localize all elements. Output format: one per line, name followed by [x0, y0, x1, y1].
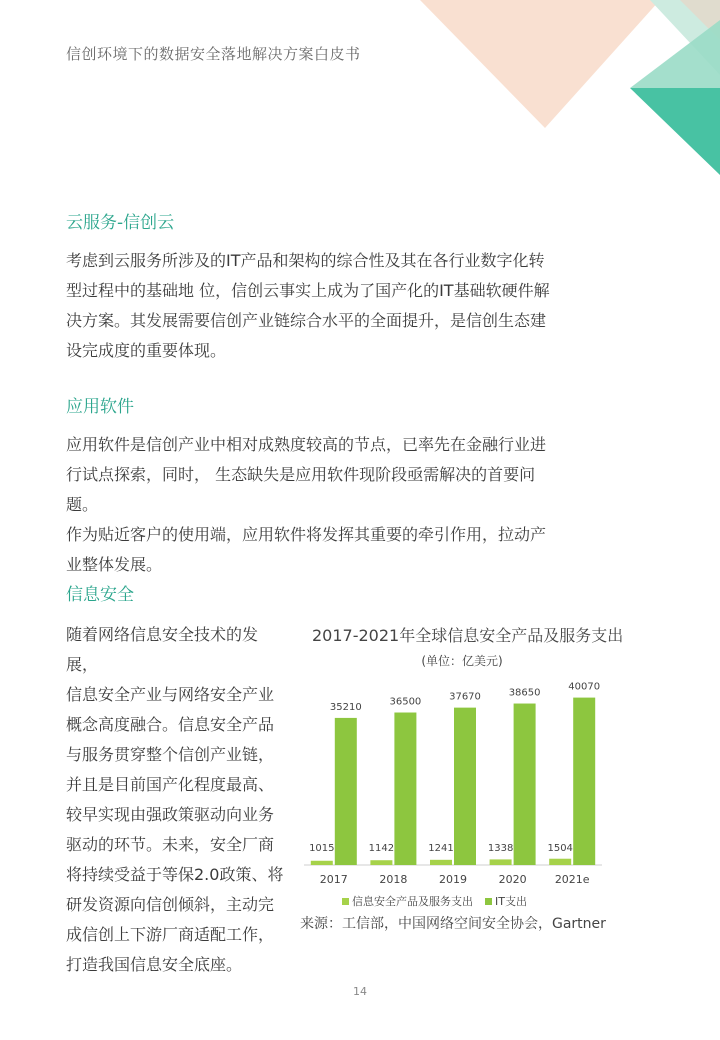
legend-item-it — [485, 893, 527, 909]
paragraph-cloud — [66, 246, 566, 366]
text-line: 应用软件是信创产业中相对成熟度较高的节点，已率先在金融行业进 — [66, 435, 547, 454]
x-tick-label: 2020 — [498, 873, 527, 886]
chart-plot — [290, 615, 630, 890]
text-line: 型过程中的基础地 位，信创云事实上成为了国产化的IT基础软硬件解 — [66, 281, 550, 300]
page-number: 14 — [353, 985, 367, 998]
section-heading-app-software: 应用软件 — [66, 397, 134, 417]
text-line: 业整体发展。 — [66, 555, 163, 574]
text-line: 设完成度的重要体现。 — [66, 341, 227, 360]
bar-security-spend — [370, 860, 392, 865]
data-label: 1338 — [487, 843, 514, 854]
legend-label: IT支出 — [495, 895, 527, 908]
chart-source: 来源：工信部，中国网络空间安全协会，Gartner — [300, 916, 606, 932]
bar-security-spend — [549, 859, 571, 865]
chart-legend — [342, 893, 527, 909]
data-label: 36500 — [389, 696, 422, 708]
text-line: 打造我国信息安全底座。 — [66, 955, 243, 974]
text-line: 驱动的环节。未来，安全厂商 — [66, 835, 275, 854]
text-line: 作为贴近客户的使用端，应用软件将发挥其重要的牵引作用，拉动产 — [66, 525, 547, 544]
legend-swatch — [485, 898, 492, 905]
bar-it-spend — [394, 713, 416, 865]
legend-item-security — [342, 893, 473, 909]
chart-unit: (单位：亿美元) — [421, 654, 503, 668]
corner-decoration — [0, 0, 720, 200]
bar-it-spend — [514, 704, 536, 865]
text-line: 考虑到云服务所涉及的IT产品和架构的综合性及其在各行业数字化转 — [66, 251, 545, 270]
bar-it-spend — [335, 718, 357, 865]
data-label: 40070 — [568, 681, 601, 693]
section-heading-cloud: 云服务-信创云 — [66, 213, 175, 233]
text-line: 随着网络信息安全技术的发展， — [66, 625, 259, 674]
text-line: 行试点探索，同时， 生态缺失是应用软件现阶段亟需解决的首要问题。 — [66, 465, 536, 514]
bar-security-spend — [430, 860, 452, 865]
section-heading-info-security: 信息安全 — [66, 585, 134, 605]
x-tick-label: 2021e — [554, 873, 590, 886]
data-label: 37670 — [449, 691, 481, 703]
bar-security-spend — [311, 861, 333, 865]
text-line: 研发资源向信创倾斜，主动完 — [66, 895, 275, 914]
bar-it-spend — [454, 708, 476, 865]
bar-security-spend — [490, 859, 512, 865]
spending-chart — [290, 615, 630, 935]
text-line: 信息安全产业与网络安全产业 — [66, 685, 275, 704]
data-label: 38650 — [508, 687, 541, 699]
text-line: 与服务贯穿整个信创产业链， — [66, 745, 275, 764]
chart-title: 2017-2021年全球信息安全产品及服务支出 — [312, 626, 624, 645]
paragraph-info-security — [66, 620, 286, 980]
text-line: 成信创上下游厂商适配工作， — [66, 925, 275, 944]
x-tick-label: 2017 — [319, 873, 348, 886]
bar-it-spend — [573, 698, 595, 865]
paragraph-app-software — [66, 430, 566, 580]
data-label: 1504 — [547, 843, 573, 854]
data-label: 1241 — [428, 843, 454, 854]
legend-label: 信息安全产品及服务支出 — [352, 895, 473, 908]
text-line: 概念高度融合。信息安全产品 — [66, 715, 275, 734]
x-tick-label: 2019 — [439, 873, 467, 886]
legend-swatch — [342, 898, 349, 905]
text-line: 较早实现由强政策驱动向业务 — [66, 805, 275, 824]
text-line: 并且是目前国产化程度最高、 — [66, 775, 275, 794]
text-line: 将持续受益于等保2.0政策、将 — [66, 865, 284, 884]
text-line: 决方案。其发展需要信创产业链综合水平的全面提升，是信创生态建 — [66, 311, 547, 330]
data-label: 35210 — [329, 701, 362, 713]
data-label: 1015 — [309, 843, 335, 854]
data-label: 1142 — [368, 843, 395, 854]
x-tick-label: 2018 — [379, 873, 408, 886]
header-title: 信创环境下的数据安全落地解决方案白皮书 — [66, 45, 361, 63]
